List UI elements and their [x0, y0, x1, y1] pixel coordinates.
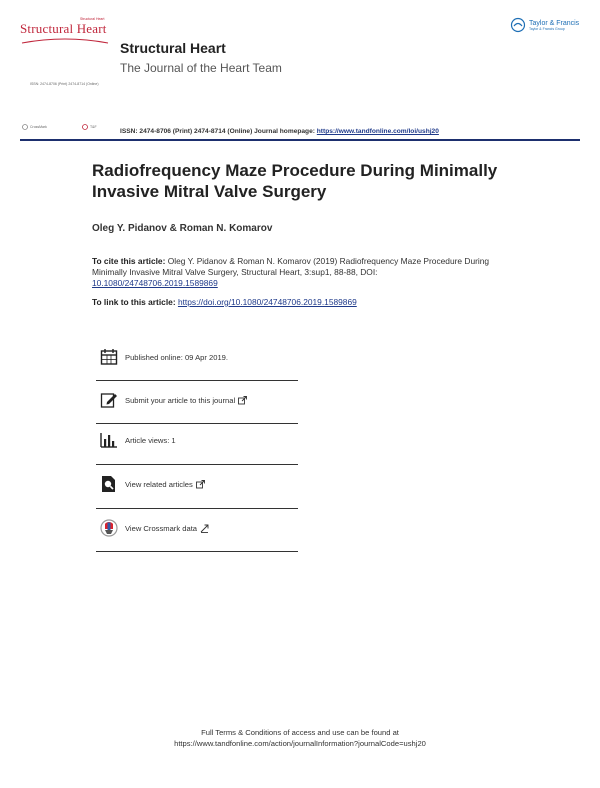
article-title [92, 160, 572, 202]
related-row[interactable] [96, 467, 298, 501]
related-text[interactable]: View related articles [125, 479, 193, 489]
publisher-circle-icon [510, 17, 526, 33]
article-info-box [96, 343, 298, 552]
published-text: Published online: 09 Apr 2019. [125, 352, 229, 362]
journal-homepage-link[interactable]: https://www.tandfonline.com/loi/ushj20 [316, 128, 439, 135]
external-link-icon [238, 396, 247, 405]
article-title-line1: Radiofrequency Maze Procedure During Minimally [92, 161, 498, 180]
tf-small-icon [82, 124, 88, 130]
external-link-icon [196, 480, 205, 489]
tf-small-text: T&F [90, 125, 97, 129]
link-label: To link to this article: [92, 297, 178, 307]
crossmark-small-icon [22, 124, 28, 130]
footer-line1: Full Terms & Conditions of access and use can be found at [201, 728, 399, 737]
journal-subtitle: The Journal of the Heart Team [120, 61, 282, 75]
info-divider [96, 464, 298, 465]
cite-text: Oleg Y. Pidanov & Roman N. Komarov (2019) Radiofrequency Maze Procedure During Minimally Invasive Mitral Valve Surgery, Structural Heart, 3:sup1, 88-88, DOI: [92, 256, 490, 277]
article-authors: Oleg Y. Pidanov & Roman N. Komarov [92, 223, 273, 234]
crossmark-row[interactable] [96, 511, 298, 545]
cite-doi-link[interactable]: 10.1080/24748706.2019.1589869 [92, 278, 218, 288]
link-block [92, 297, 512, 308]
issn-text: ISSN: 2474-8706 (Print) 2474-8714 (Online) Journal homepage: [120, 128, 317, 135]
article-doi-link[interactable]: https://doi.org/10.1080/24748706.2019.1589869 [177, 297, 357, 307]
bar-chart-icon [100, 432, 118, 448]
info-divider [96, 551, 298, 552]
crossmark-text[interactable]: View Crossmark data [125, 523, 198, 533]
external-link-icon [200, 524, 209, 533]
edit-icon [100, 391, 118, 409]
publisher-subname: Taylor & Francis Group [529, 26, 565, 31]
header-rule [20, 139, 580, 141]
related-articles-icon [100, 475, 118, 493]
issn-line [120, 128, 439, 135]
journal-title: Structural Heart [120, 40, 226, 56]
logo-text: Structural Heart [20, 21, 107, 36]
tf-small-logo [82, 124, 97, 130]
cite-label: To cite this article: [92, 256, 166, 266]
submit-row[interactable] [96, 385, 298, 415]
logo-swoosh-icon [20, 37, 110, 47]
publisher-name: Taylor & Francis [529, 19, 580, 27]
footer-terms-link[interactable]: https://www.tandfonline.com/action/journalInformation?journalCode=ushj20 [174, 739, 426, 748]
logo-small-text: Structural Heart [80, 17, 105, 21]
calendar-icon [100, 348, 118, 366]
crossmark-icon [100, 519, 118, 537]
views-text: Article views: 1 [125, 435, 176, 445]
submit-text[interactable]: Submit your article to this journal [125, 395, 236, 405]
crossmark-small-text: CrossMark [30, 125, 47, 129]
views-row [96, 426, 298, 454]
published-row [96, 343, 298, 371]
article-title-line2: Invasive Mitral Valve Surgery [92, 182, 327, 201]
info-divider [96, 380, 298, 381]
logo-strip-text: ISSN: 2474-8706 (Print) 2474-8714 (Online) [30, 82, 99, 86]
citation-block [92, 256, 502, 289]
info-divider [96, 508, 298, 509]
info-divider [96, 423, 298, 424]
publisher-logo [510, 17, 579, 33]
crossmark-small-logo [22, 124, 47, 130]
journal-logo [20, 17, 110, 47]
footer [0, 727, 600, 749]
